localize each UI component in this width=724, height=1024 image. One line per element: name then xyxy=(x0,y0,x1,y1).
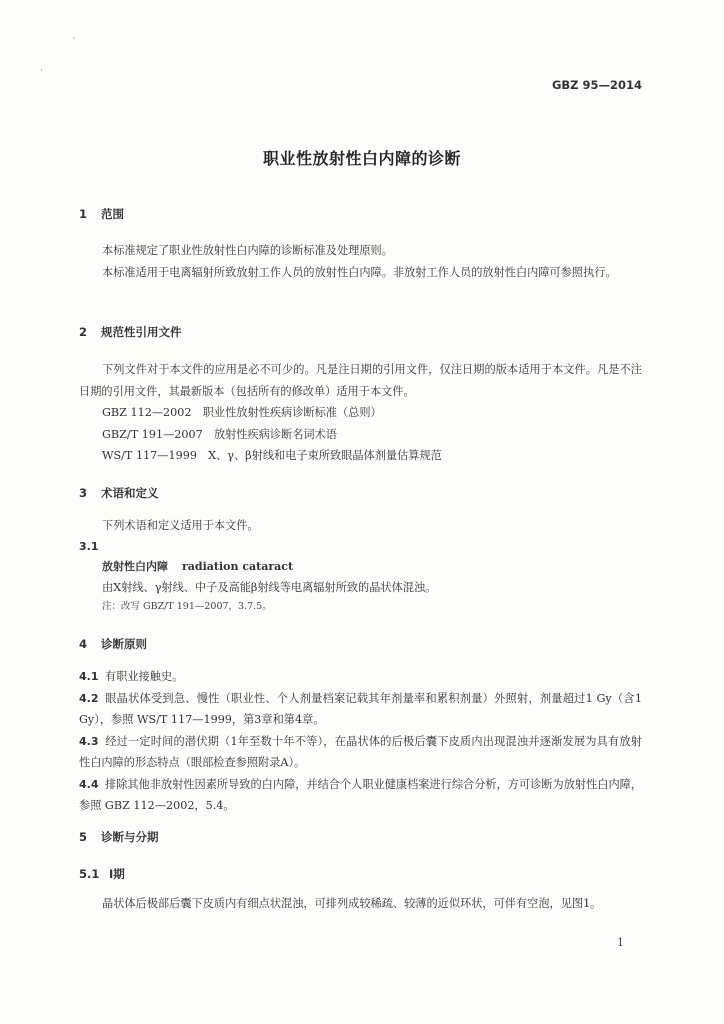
subsection-number: 5.1 xyxy=(79,867,100,881)
section-number: 1 xyxy=(79,207,88,221)
clause-4-4: 4.4 排除其他非放射性因素所导致的白内障，并结合个人职业健康档案进行综合分析，方可诊断为放射性白内障，参照 GBZ 112—2002，5.4。 xyxy=(79,777,643,812)
section-3-body xyxy=(79,515,642,616)
section-number: 3 xyxy=(79,486,88,500)
term-definition: 由X射线、γ射线、中子及高能β射线等电离辐射所致的晶状体混浊。 xyxy=(102,580,437,594)
standard-code: GBZ 95—2014 xyxy=(551,78,642,92)
section-1-body xyxy=(79,240,642,283)
subsection-title: Ⅰ期 xyxy=(109,867,125,881)
reference-item: WS/T 117—1999 X、γ、β射线和电子束所致眼晶体剂量估算规范 xyxy=(102,449,442,462)
section-4-heading xyxy=(79,636,642,652)
term-note: 注：改写 GBZ/T 191—2007，3.7.5。 xyxy=(102,601,272,612)
paragraph: 下列文件对于本文件的应用是必不可少的。凡是注日期的引用文件，仅注日期的版本适用于本文件。凡是不注日期的引用文件，其最新版本（包括所有的修改单）适用于本文件。 xyxy=(79,363,642,398)
paragraph: 晶状体后极部后囊下皮质内有细点状混浊，可排列成较稀疏、较薄的近似环状，可伴有空泡，见图1。 xyxy=(102,897,602,910)
section-2-body xyxy=(79,359,642,467)
page-title: 职业性放射性白内障的诊断 xyxy=(262,149,461,168)
section-title: 规范性引用文件 xyxy=(101,325,182,339)
reference-item: GBZ 112—2002 职业性放射性疾病诊断标准（总则） xyxy=(102,406,382,419)
section-5-body xyxy=(79,893,642,915)
section-1-heading xyxy=(79,206,642,222)
term-number: 3.1 xyxy=(79,539,99,553)
term-chinese: 放射性白内障 xyxy=(102,559,168,573)
section-number: 5 xyxy=(79,830,88,844)
section-2-heading xyxy=(79,324,642,340)
clause-4-1: 4.1 有职业接触史。 xyxy=(79,670,184,683)
section-title: 诊断原则 xyxy=(101,637,147,651)
section-3-heading xyxy=(79,485,642,501)
section-title: 范围 xyxy=(101,207,124,221)
clause-4-2: 4.2 眼晶状体受到急、慢性（职业性、个人剂量档案记载其年剂量率和累积剂量）外照射，剂量超过1 Gy（含1 Gy），参照 WS/T 117—1999，第3章和第4章。 xyxy=(79,691,642,726)
section-title: 诊断与分期 xyxy=(101,830,159,844)
scan-speck: ` xyxy=(72,38,77,48)
section-4-body xyxy=(79,666,642,817)
section-5-heading xyxy=(79,829,642,845)
paragraph: 下列术语和定义适用于本文件。 xyxy=(102,519,259,532)
section-number: 4 xyxy=(79,637,88,651)
paragraph: 本标准规定了职业性放射性白内障的诊断标准及处理原则。 xyxy=(102,244,393,257)
term-entry xyxy=(79,557,642,577)
subsection-5-1-heading xyxy=(79,866,642,882)
paragraph: 本标准适用于电离辐射所致放射工作人员的放射性白内障。非放射工作人员的放射性白内障可参照执行。 xyxy=(102,265,617,279)
section-number: 2 xyxy=(79,325,88,339)
page-number: 1 xyxy=(617,936,624,949)
reference-item: GBZ/T 191—2007 放射性疾病诊断名词术语 xyxy=(102,427,337,441)
section-title: 术语和定义 xyxy=(101,486,159,500)
clause-4-3: 4.3 经过一定时间的潜伏期（1年至数十年不等），在晶状体的后极后囊下皮质内出现混浊并逐渐发展为具有放射性白内障的形态特点（眼部检查参照附录A）。 xyxy=(79,734,642,769)
term-english: radiation cataract xyxy=(182,559,294,573)
scan-speck: · xyxy=(40,66,43,76)
